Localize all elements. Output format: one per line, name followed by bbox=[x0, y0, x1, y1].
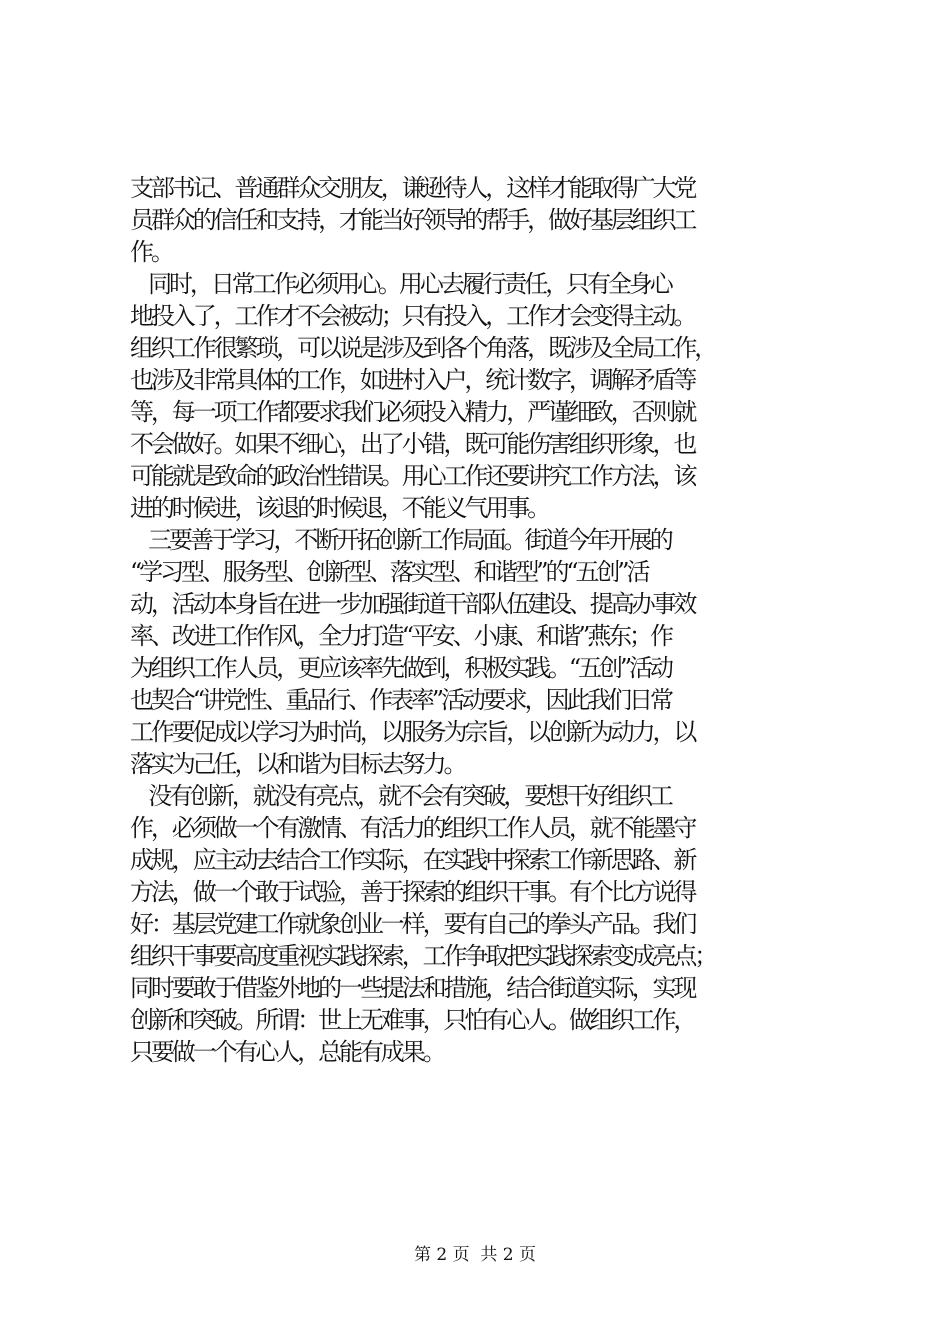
text-line: 同时，日常工作必须用心。用心去履行责任，只有全身心 bbox=[130, 270, 671, 298]
text-line: 三要善于学习，不断开拓创新工作局面。街道今年开展的 bbox=[130, 526, 671, 554]
text-line: 员群众的信任和支持，才能当好领导的帮手，做好基层组织工 bbox=[130, 206, 695, 234]
text-line: 同时要敢于借鉴外地的一些提法和措施，结合街道实际，实现 bbox=[130, 974, 695, 1002]
text-line: 作，必须做一个有激情、有活力的组织工作人员，就不能墨守 bbox=[130, 814, 695, 842]
text-line: 可能就是致命的政治性错误。用心工作还要讲究工作方法，该 bbox=[130, 462, 695, 490]
text-line: 只要做一个有心人，总能有成果。 bbox=[130, 1038, 444, 1066]
text-line: 创新和突破。所谓：世上无难事，只怕有心人。做组织工作， bbox=[130, 1006, 695, 1034]
text-line: 也涉及非常具体的工作，如进村入户，统计数字，调解矛盾等 bbox=[130, 366, 695, 394]
text-line: 率、改进工作作风，全力打造“平安、小康、和谐”燕东；作 bbox=[130, 622, 671, 650]
text-line: 不会做好。如果不细心，出了小错，既可能伤害组织形象，也 bbox=[130, 430, 695, 458]
text-line: 作。 bbox=[130, 238, 172, 266]
text-line: 也契合“讲党性、重品行、作表率”活动要求，因此我们日常 bbox=[130, 686, 671, 714]
text-line: 落实为己任，以和谐为目标去努力。 bbox=[130, 750, 465, 778]
text-line: 支部书记、普通群众交朋友，谦逊待人，这样才能取得广大党 bbox=[130, 174, 695, 202]
text-line: 方法，做一个敢于试验，善于探索的组织干事。有个比方说得 bbox=[130, 878, 695, 906]
text-line: 等，每一项工作都要求我们必须投入精力，严谨细致，否则就 bbox=[130, 398, 695, 426]
text-line: 动，活动本身旨在进一步加强街道干部队伍建设、提高办事效 bbox=[130, 590, 695, 618]
text-line: 进的时候进，该退的时候退，不能义气用事。 bbox=[130, 494, 548, 522]
text-line: 成规，应主动去结合工作实际，在实践中探索工作新思路、新 bbox=[130, 846, 695, 874]
text-line: 组织干事要高度重视实践探索，工作争取把实践探索变成亮点； bbox=[130, 942, 716, 970]
text-line: 工作要促成以学习为时尚，以服务为宗旨，以创新为动力，以 bbox=[130, 718, 695, 746]
document-body bbox=[130, 172, 840, 1068]
text-line: 地投入了，工作才不会被动；只有投入，工作才会变得主动。 bbox=[130, 302, 695, 330]
text-line: 好：基层党建工作就象创业一样，要有自己的拳头产品。我们 bbox=[130, 910, 695, 938]
text-line: 没有创新，就没有亮点，就不会有突破，要想干好组织工 bbox=[130, 782, 671, 810]
page-footer: 第 2 页 共 2 页 bbox=[413, 1245, 537, 1265]
text-line: 为组织工作人员，更应该率先做到，积极实践。“五创”活动 bbox=[130, 654, 671, 682]
text-line: “学习型、服务型、创新型、落实型、和谐型”的“五创”活 bbox=[130, 558, 648, 586]
text-line: 组织工作很繁琐，可以说是涉及到各个角落，既涉及全局工作， bbox=[130, 334, 716, 362]
